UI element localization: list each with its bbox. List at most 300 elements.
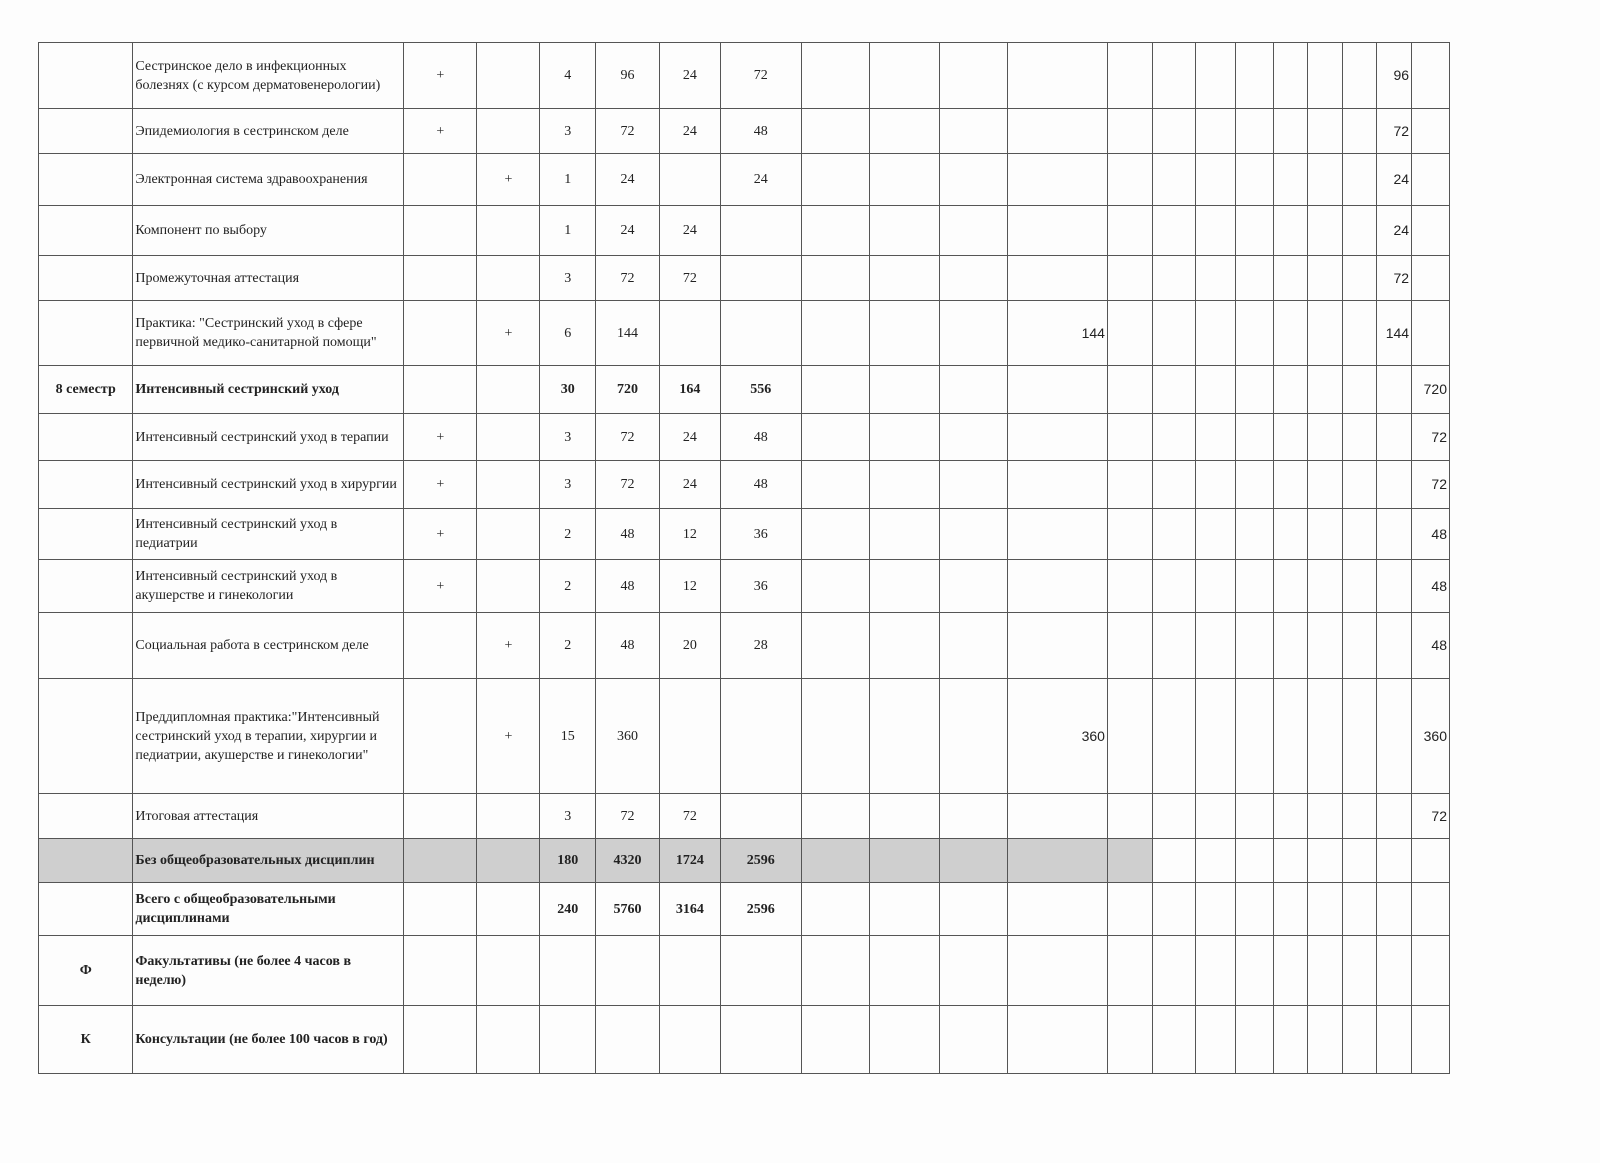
- empty-cell: [869, 301, 939, 366]
- empty-cell: [1153, 206, 1196, 256]
- empty-cell: [869, 154, 939, 206]
- empty-cell: [869, 43, 939, 109]
- empty-cell: [1235, 839, 1273, 883]
- empty-cell: [1342, 43, 1377, 109]
- exam-mark: [404, 301, 477, 366]
- empty-cell: [1107, 109, 1152, 154]
- empty-cell: [1153, 461, 1196, 509]
- empty-cell: [1196, 206, 1236, 256]
- empty-cell: [1235, 414, 1273, 461]
- empty-cell: [1235, 883, 1273, 936]
- credits-cell: 2: [540, 560, 596, 613]
- discipline-name: Интенсивный сестринский уход в хирургии: [133, 461, 404, 509]
- table-body: [39, 43, 1450, 1074]
- empty-cell: [1342, 256, 1377, 301]
- empty-cell: [1308, 613, 1343, 679]
- term7-hours-cell: [1377, 613, 1412, 679]
- table-row: [39, 936, 1450, 1006]
- empty-cell: [1107, 43, 1152, 109]
- term8-hours-cell: [1412, 839, 1450, 883]
- table-row: [39, 256, 1450, 301]
- empty-cell: [1196, 1006, 1236, 1074]
- table-row: [39, 839, 1450, 883]
- empty-cell: [1342, 366, 1377, 414]
- empty-cell: [1107, 301, 1152, 366]
- empty-cell: [1107, 1006, 1152, 1074]
- empty-cell: [1196, 109, 1236, 154]
- empty-cell: [1342, 560, 1377, 613]
- empty-cell: [1273, 256, 1308, 301]
- lecture-hours-cell: 12: [660, 509, 721, 560]
- empty-cell: [1153, 301, 1196, 366]
- empty-cell: [869, 679, 939, 794]
- empty-cell: [801, 1006, 869, 1074]
- exam-mark: [404, 936, 477, 1006]
- empty-cell: [801, 461, 869, 509]
- empty-cell: [1273, 206, 1308, 256]
- empty-cell: [1107, 366, 1152, 414]
- empty-cell: [940, 679, 1008, 794]
- empty-cell: [1308, 839, 1343, 883]
- empty-cell: [940, 936, 1008, 1006]
- practical-hours-cell: [720, 794, 801, 839]
- practice-hours-cell: [1008, 256, 1108, 301]
- empty-cell: [1235, 366, 1273, 414]
- credit-mark: [477, 43, 540, 109]
- discipline-name: Факультативы (не более 4 часов в неделю): [133, 936, 404, 1006]
- lecture-hours-cell: 72: [660, 794, 721, 839]
- empty-cell: [1342, 461, 1377, 509]
- empty-cell: [1273, 883, 1308, 936]
- practical-hours-cell: [720, 256, 801, 301]
- empty-cell: [869, 936, 939, 1006]
- discipline-name: Интенсивный сестринский уход в акушерстве и гинекологии: [133, 560, 404, 613]
- empty-cell: [1273, 461, 1308, 509]
- exam-mark: [404, 206, 477, 256]
- practice-hours-cell: [1008, 839, 1108, 883]
- empty-cell: [1153, 679, 1196, 794]
- practical-hours-cell: 2596: [720, 839, 801, 883]
- empty-cell: [869, 794, 939, 839]
- empty-cell: [1342, 301, 1377, 366]
- practical-hours-cell: [720, 206, 801, 256]
- term7-hours-cell: 24: [1377, 206, 1412, 256]
- semester-cell: Ф: [39, 936, 133, 1006]
- discipline-name: Практика: "Сестринский уход в сфере первичной медико-санитарной помощи": [133, 301, 404, 366]
- lecture-hours-cell: 24: [660, 206, 721, 256]
- empty-cell: [1235, 256, 1273, 301]
- empty-cell: [801, 560, 869, 613]
- total-hours-cell: 720: [596, 366, 660, 414]
- lecture-hours-cell: 1724: [660, 839, 721, 883]
- credit-mark: [477, 256, 540, 301]
- exam-mark: +: [404, 109, 477, 154]
- empty-cell: [801, 509, 869, 560]
- empty-cell: [1196, 679, 1236, 794]
- empty-cell: [1107, 936, 1152, 1006]
- practice-hours-cell: [1008, 794, 1108, 839]
- practice-hours-cell: [1008, 154, 1108, 206]
- credit-mark: [477, 461, 540, 509]
- empty-cell: [1235, 936, 1273, 1006]
- credits-cell: 2: [540, 509, 596, 560]
- discipline-name: Итоговая аттестация: [133, 794, 404, 839]
- practice-hours-cell: [1008, 461, 1108, 509]
- empty-cell: [940, 301, 1008, 366]
- empty-cell: [1107, 461, 1152, 509]
- practice-hours-cell: [1008, 560, 1108, 613]
- empty-cell: [801, 154, 869, 206]
- credits-cell: 4: [540, 43, 596, 109]
- table-row: [39, 613, 1450, 679]
- empty-cell: [1107, 794, 1152, 839]
- lecture-hours-cell: [660, 936, 721, 1006]
- credit-mark: [477, 794, 540, 839]
- empty-cell: [801, 301, 869, 366]
- empty-cell: [801, 256, 869, 301]
- credits-cell: [540, 1006, 596, 1074]
- exam-mark: [404, 366, 477, 414]
- total-hours-cell: 144: [596, 301, 660, 366]
- term7-hours-cell: [1377, 509, 1412, 560]
- practice-hours-cell: [1008, 366, 1108, 414]
- term7-hours-cell: 96: [1377, 43, 1412, 109]
- empty-cell: [1153, 109, 1196, 154]
- empty-cell: [869, 1006, 939, 1074]
- empty-cell: [1153, 366, 1196, 414]
- total-hours-cell: 72: [596, 256, 660, 301]
- empty-cell: [801, 414, 869, 461]
- empty-cell: [1342, 936, 1377, 1006]
- empty-cell: [801, 679, 869, 794]
- credit-mark: +: [477, 301, 540, 366]
- empty-cell: [869, 414, 939, 461]
- lecture-hours-cell: 12: [660, 560, 721, 613]
- total-hours-cell: 48: [596, 509, 660, 560]
- empty-cell: [1196, 883, 1236, 936]
- empty-cell: [869, 109, 939, 154]
- credit-mark: [477, 509, 540, 560]
- empty-cell: [1153, 43, 1196, 109]
- empty-cell: [1308, 206, 1343, 256]
- empty-cell: [1308, 1006, 1343, 1074]
- credits-cell: 240: [540, 883, 596, 936]
- lecture-hours-cell: [660, 301, 721, 366]
- empty-cell: [1107, 883, 1152, 936]
- total-hours-cell: 24: [596, 154, 660, 206]
- practical-hours-cell: 36: [720, 509, 801, 560]
- curriculum-table: [38, 42, 1450, 1074]
- term8-hours-cell: [1412, 256, 1450, 301]
- term7-hours-cell: 72: [1377, 109, 1412, 154]
- practical-hours-cell: 48: [720, 109, 801, 154]
- practical-hours-cell: [720, 679, 801, 794]
- credits-cell: 3: [540, 461, 596, 509]
- discipline-name: Социальная работа в сестринском деле: [133, 613, 404, 679]
- exam-mark: +: [404, 509, 477, 560]
- practical-hours-cell: [720, 301, 801, 366]
- empty-cell: [1308, 301, 1343, 366]
- table-row: [39, 109, 1450, 154]
- empty-cell: [1308, 366, 1343, 414]
- empty-cell: [801, 794, 869, 839]
- credits-cell: 3: [540, 256, 596, 301]
- empty-cell: [1196, 613, 1236, 679]
- table-row: [39, 1006, 1450, 1074]
- empty-cell: [1153, 1006, 1196, 1074]
- practical-hours-cell: [720, 936, 801, 1006]
- empty-cell: [801, 613, 869, 679]
- semester-cell: [39, 154, 133, 206]
- empty-cell: [869, 883, 939, 936]
- empty-cell: [940, 414, 1008, 461]
- empty-cell: [1196, 936, 1236, 1006]
- practice-hours-cell: 360: [1008, 679, 1108, 794]
- credit-mark: [477, 366, 540, 414]
- term8-hours-cell: 48: [1412, 509, 1450, 560]
- empty-cell: [1308, 256, 1343, 301]
- semester-cell: [39, 414, 133, 461]
- empty-cell: [1308, 509, 1343, 560]
- empty-cell: [1342, 613, 1377, 679]
- semester-cell: [39, 883, 133, 936]
- exam-mark: [404, 794, 477, 839]
- exam-mark: +: [404, 43, 477, 109]
- semester-cell: [39, 301, 133, 366]
- empty-cell: [1107, 414, 1152, 461]
- empty-cell: [1235, 679, 1273, 794]
- exam-mark: +: [404, 461, 477, 509]
- empty-cell: [1273, 679, 1308, 794]
- empty-cell: [1107, 509, 1152, 560]
- exam-mark: [404, 613, 477, 679]
- empty-cell: [1308, 679, 1343, 794]
- total-hours-cell: [596, 936, 660, 1006]
- empty-cell: [801, 839, 869, 883]
- credit-mark: +: [477, 613, 540, 679]
- empty-cell: [1273, 1006, 1308, 1074]
- empty-cell: [1153, 936, 1196, 1006]
- credits-cell: 180: [540, 839, 596, 883]
- empty-cell: [1273, 43, 1308, 109]
- empty-cell: [801, 883, 869, 936]
- term8-hours-cell: [1412, 206, 1450, 256]
- lecture-hours-cell: 20: [660, 613, 721, 679]
- term8-hours-cell: [1412, 43, 1450, 109]
- empty-cell: [1273, 560, 1308, 613]
- practice-hours-cell: [1008, 414, 1108, 461]
- practice-hours-cell: [1008, 206, 1108, 256]
- term7-hours-cell: [1377, 461, 1412, 509]
- credits-cell: 1: [540, 206, 596, 256]
- empty-cell: [869, 509, 939, 560]
- semester-cell: [39, 613, 133, 679]
- empty-cell: [1235, 206, 1273, 256]
- total-hours-cell: [596, 1006, 660, 1074]
- empty-cell: [1235, 43, 1273, 109]
- empty-cell: [940, 613, 1008, 679]
- empty-cell: [1235, 613, 1273, 679]
- empty-cell: [1273, 613, 1308, 679]
- total-hours-cell: 72: [596, 461, 660, 509]
- credits-cell: 15: [540, 679, 596, 794]
- discipline-name: Эпидемиология в сестринском деле: [133, 109, 404, 154]
- empty-cell: [1153, 256, 1196, 301]
- empty-cell: [1235, 154, 1273, 206]
- table-row: [39, 794, 1450, 839]
- exam-mark: [404, 839, 477, 883]
- semester-cell: [39, 206, 133, 256]
- table-row: [39, 366, 1450, 414]
- credit-mark: [477, 109, 540, 154]
- practical-hours-cell: 48: [720, 461, 801, 509]
- empty-cell: [1235, 301, 1273, 366]
- empty-cell: [801, 366, 869, 414]
- credit-mark: [477, 206, 540, 256]
- table-row: [39, 679, 1450, 794]
- term7-hours-cell: [1377, 794, 1412, 839]
- empty-cell: [801, 936, 869, 1006]
- empty-cell: [1153, 883, 1196, 936]
- credit-mark: [477, 883, 540, 936]
- empty-cell: [1196, 794, 1236, 839]
- credits-cell: [540, 936, 596, 1006]
- term8-hours-cell: [1412, 1006, 1450, 1074]
- practice-hours-cell: [1008, 43, 1108, 109]
- practical-hours-cell: 48: [720, 414, 801, 461]
- empty-cell: [1196, 509, 1236, 560]
- discipline-name: Интенсивный сестринский уход: [133, 366, 404, 414]
- empty-cell: [1342, 414, 1377, 461]
- empty-cell: [1273, 936, 1308, 1006]
- empty-cell: [1153, 509, 1196, 560]
- exam-mark: [404, 1006, 477, 1074]
- term7-hours-cell: 24: [1377, 154, 1412, 206]
- empty-cell: [940, 154, 1008, 206]
- empty-cell: [1308, 936, 1343, 1006]
- empty-cell: [1235, 509, 1273, 560]
- empty-cell: [1153, 154, 1196, 206]
- table-row: [39, 883, 1450, 936]
- term8-hours-cell: 48: [1412, 560, 1450, 613]
- empty-cell: [869, 613, 939, 679]
- discipline-name: Без общеобразовательных дисциплин: [133, 839, 404, 883]
- empty-cell: [940, 256, 1008, 301]
- semester-cell: [39, 839, 133, 883]
- empty-cell: [1342, 154, 1377, 206]
- term8-hours-cell: 48: [1412, 613, 1450, 679]
- empty-cell: [1196, 301, 1236, 366]
- empty-cell: [1196, 366, 1236, 414]
- empty-cell: [940, 461, 1008, 509]
- credits-cell: 1: [540, 154, 596, 206]
- empty-cell: [940, 883, 1008, 936]
- credits-cell: 6: [540, 301, 596, 366]
- exam-mark: [404, 154, 477, 206]
- semester-cell: [39, 560, 133, 613]
- empty-cell: [1235, 109, 1273, 154]
- empty-cell: [1196, 256, 1236, 301]
- practical-hours-cell: 28: [720, 613, 801, 679]
- practice-hours-cell: [1008, 509, 1108, 560]
- lecture-hours-cell: 3164: [660, 883, 721, 936]
- practice-hours-cell: [1008, 613, 1108, 679]
- table-row: [39, 206, 1450, 256]
- practice-hours-cell: [1008, 109, 1108, 154]
- credits-cell: 3: [540, 109, 596, 154]
- term8-hours-cell: 72: [1412, 461, 1450, 509]
- empty-cell: [1153, 839, 1196, 883]
- empty-cell: [940, 839, 1008, 883]
- term8-hours-cell: [1412, 883, 1450, 936]
- table-row: [39, 560, 1450, 613]
- exam-mark: +: [404, 414, 477, 461]
- empty-cell: [1235, 560, 1273, 613]
- table-row: [39, 461, 1450, 509]
- table-row: [39, 414, 1450, 461]
- empty-cell: [940, 794, 1008, 839]
- credit-mark: [477, 1006, 540, 1074]
- term8-hours-cell: [1412, 109, 1450, 154]
- empty-cell: [801, 43, 869, 109]
- practical-hours-cell: [720, 1006, 801, 1074]
- credits-cell: 3: [540, 794, 596, 839]
- empty-cell: [1107, 256, 1152, 301]
- empty-cell: [1235, 1006, 1273, 1074]
- discipline-name: Преддипломная практика:"Интенсивный сестринский уход в терапии, хирургии и педиатрии, акушерстве и гинекологии": [133, 679, 404, 794]
- term8-hours-cell: 72: [1412, 794, 1450, 839]
- practical-hours-cell: 2596: [720, 883, 801, 936]
- empty-cell: [1342, 1006, 1377, 1074]
- empty-cell: [1308, 560, 1343, 613]
- empty-cell: [1273, 154, 1308, 206]
- empty-cell: [1107, 679, 1152, 794]
- semester-cell: [39, 43, 133, 109]
- term7-hours-cell: [1377, 414, 1412, 461]
- empty-cell: [1273, 794, 1308, 839]
- empty-cell: [940, 560, 1008, 613]
- semester-cell: 8 семестр: [39, 366, 133, 414]
- empty-cell: [1342, 206, 1377, 256]
- lecture-hours-cell: [660, 154, 721, 206]
- empty-cell: [869, 560, 939, 613]
- empty-cell: [1342, 509, 1377, 560]
- discipline-name: Компонент по выбору: [133, 206, 404, 256]
- lecture-hours-cell: 164: [660, 366, 721, 414]
- credits-cell: 3: [540, 414, 596, 461]
- empty-cell: [801, 206, 869, 256]
- credit-mark: +: [477, 154, 540, 206]
- practical-hours-cell: 556: [720, 366, 801, 414]
- term7-hours-cell: [1377, 366, 1412, 414]
- empty-cell: [940, 43, 1008, 109]
- empty-cell: [1308, 154, 1343, 206]
- empty-cell: [869, 206, 939, 256]
- empty-cell: [1196, 560, 1236, 613]
- term8-hours-cell: 72: [1412, 414, 1450, 461]
- empty-cell: [1342, 109, 1377, 154]
- term8-hours-cell: 360: [1412, 679, 1450, 794]
- total-hours-cell: 24: [596, 206, 660, 256]
- lecture-hours-cell: 24: [660, 414, 721, 461]
- empty-cell: [1342, 883, 1377, 936]
- semester-cell: [39, 509, 133, 560]
- empty-cell: [1107, 613, 1152, 679]
- lecture-hours-cell: 72: [660, 256, 721, 301]
- semester-cell: [39, 794, 133, 839]
- empty-cell: [1153, 613, 1196, 679]
- discipline-name: Электронная система здравоохранения: [133, 154, 404, 206]
